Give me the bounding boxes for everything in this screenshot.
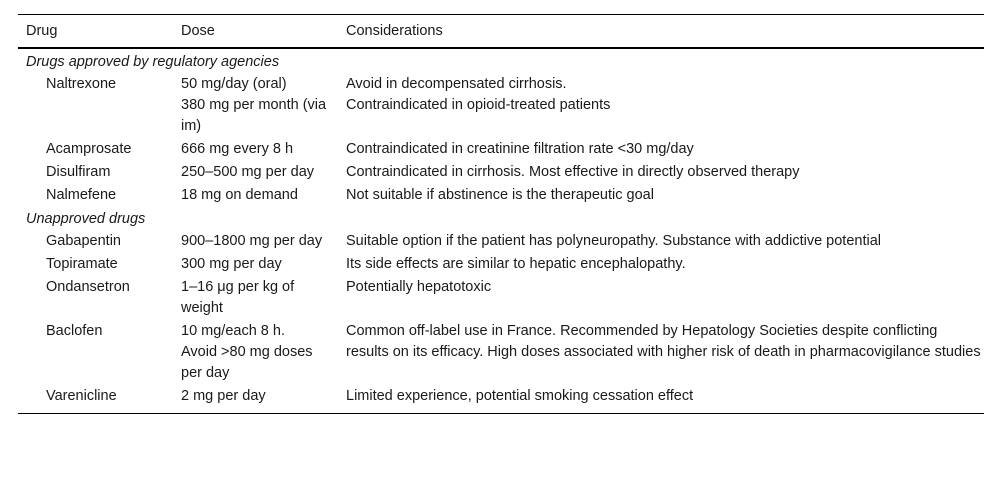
table-row: [18, 254, 984, 277]
dose-line: Avoid >80 mg doses per day: [181, 344, 313, 381]
drug-name: Gabapentin: [46, 233, 121, 249]
group-title: Drugs approved by regulatory agencies: [26, 54, 280, 70]
drug-considerations: [346, 254, 984, 275]
drug-dose: [181, 185, 346, 206]
table-row: [18, 231, 984, 254]
table-row: [18, 386, 984, 409]
consideration-line: Avoid in decompensated cirrhosis.: [346, 76, 567, 92]
drug-considerations: [346, 321, 984, 384]
drug-dose: [181, 277, 346, 319]
table-row: [18, 185, 984, 208]
drug-considerations: [346, 139, 984, 160]
drug-dose: [181, 321, 346, 384]
dose-line: 10 mg/each 8 h.: [181, 323, 285, 339]
dose-line: 380 mg per month (via im): [181, 97, 327, 134]
drug-considerations: [346, 74, 984, 137]
consideration-line: Suitable option if the patient has polyneuropathy. Substance with addictive potential: [346, 233, 881, 249]
drug-table: [18, 14, 984, 414]
dose-line: 18 mg on demand: [181, 187, 298, 203]
header-considerations: Considerations: [346, 23, 443, 39]
drug-name: Naltrexone: [46, 76, 117, 92]
drug-dose: [181, 254, 346, 275]
drug-name: Acamprosate: [46, 141, 132, 157]
consideration-line: Contraindicated in creatinine filtration rate <30 mg/day: [346, 141, 694, 157]
consideration-line: Common off-label use in France. Recommended by Hepatology Societies despite conflicting results on its efficacy. High doses associated with higher risk of death in pharmacovigilance studies: [346, 323, 981, 360]
header-dose: Dose: [181, 23, 215, 39]
table-row: [18, 321, 984, 386]
drug-considerations: [346, 231, 984, 252]
group-title: Unapproved drugs: [26, 211, 146, 227]
table-row: [18, 162, 984, 185]
drug-name: Nalmefene: [46, 187, 117, 203]
consideration-line: Its side effects are similar to hepatic encephalopathy.: [346, 256, 686, 272]
drug-dose: [181, 386, 346, 407]
drug-name: Topiramate: [46, 256, 118, 272]
drug-name: Baclofen: [46, 323, 103, 339]
drug-dose: [181, 139, 346, 160]
drug-name: Disulfiram: [46, 164, 111, 180]
dose-line: 666 mg every 8 h: [181, 141, 294, 157]
consideration-line: Limited experience, potential smoking cessation effect: [346, 388, 694, 404]
drug-name: Varenicline: [46, 388, 117, 404]
table-row: [18, 74, 984, 139]
drug-dose: [181, 74, 346, 137]
drug-considerations: [346, 162, 984, 183]
table-header: [18, 15, 984, 47]
table-body: [18, 49, 984, 413]
drug-considerations: [346, 386, 984, 407]
consideration-line: Potentially hepatotoxic: [346, 279, 492, 295]
table-row: [18, 139, 984, 162]
table-bottom-rule: [18, 413, 984, 414]
drug-name: Ondansetron: [46, 279, 130, 295]
dose-line: 1–16 μg per kg of weight: [181, 279, 295, 316]
dose-line: 2 mg per day: [181, 388, 266, 404]
consideration-line: Contraindicated in opioid-treated patients: [346, 97, 611, 113]
header-drug: Drug: [26, 23, 58, 39]
table-row: [18, 277, 984, 321]
drug-considerations: [346, 185, 984, 206]
drug-dose: [181, 162, 346, 183]
drug-dose: [181, 231, 346, 252]
dose-line: 50 mg/day (oral): [181, 76, 287, 92]
dose-line: 900–1800 mg per day: [181, 233, 323, 249]
drug-considerations: [346, 277, 984, 319]
consideration-line: Not suitable if abstinence is the therapeutic goal: [346, 187, 654, 203]
dose-line: 250–500 mg per day: [181, 164, 315, 180]
consideration-line: Contraindicated in cirrhosis. Most effective in directly observed therapy: [346, 164, 800, 180]
dose-line: 300 mg per day: [181, 256, 282, 272]
